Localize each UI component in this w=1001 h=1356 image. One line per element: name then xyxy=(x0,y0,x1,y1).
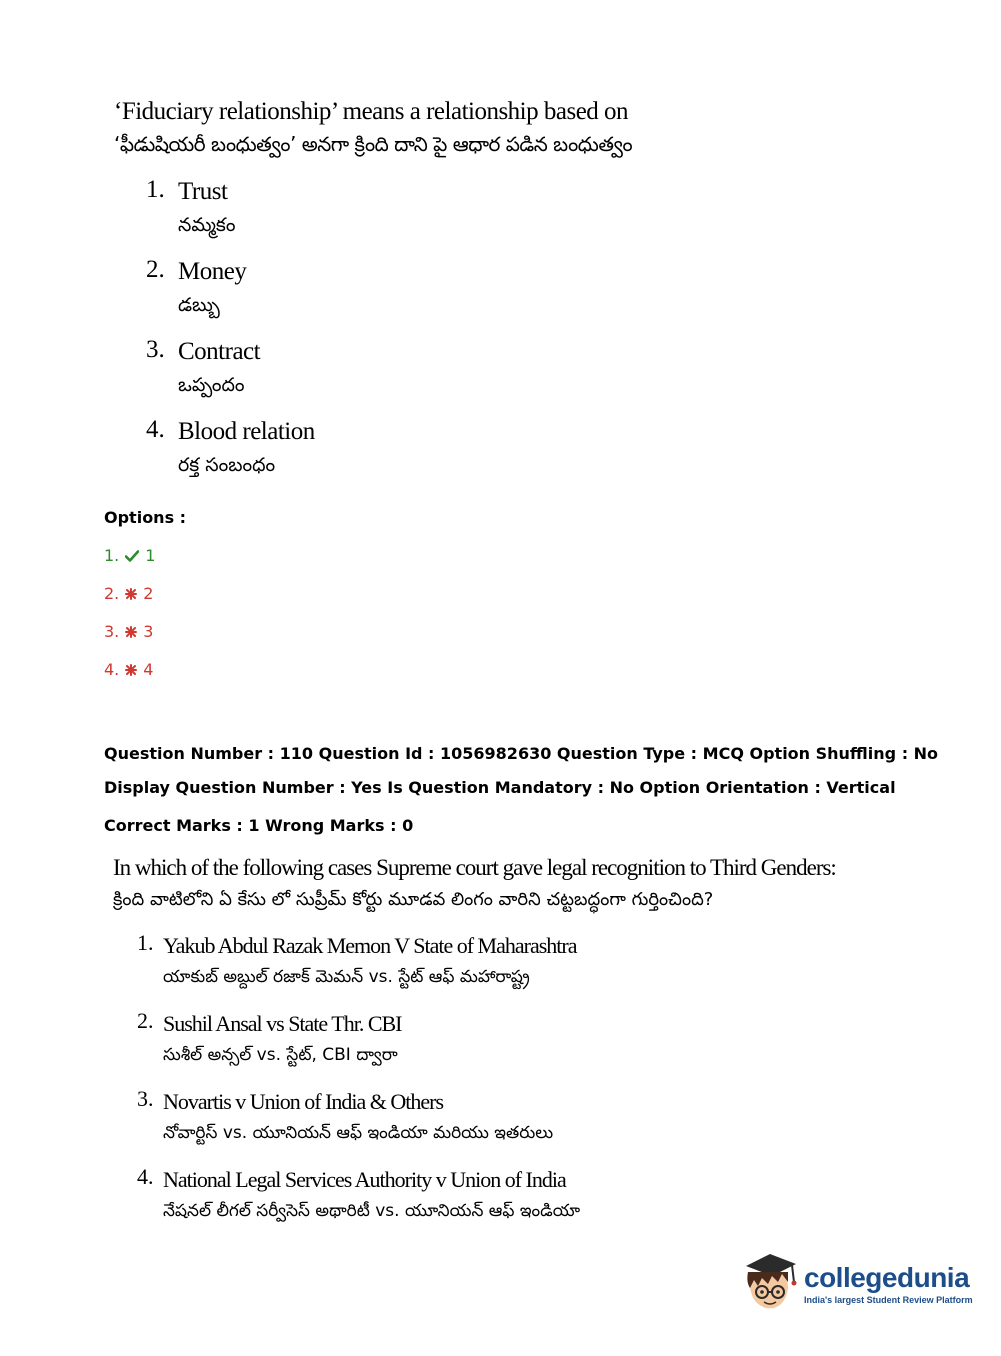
option-number: 1. xyxy=(137,930,154,955)
option-text-en: Sushil Ansal vs State Thr. CBI xyxy=(163,1011,402,1036)
option-text-te: ఒప్పందం xyxy=(178,374,245,396)
answer-value: 2 xyxy=(143,584,154,603)
cross-icon xyxy=(125,664,137,676)
answer-number: 4. xyxy=(104,660,120,679)
option-number: 2. xyxy=(137,1008,154,1033)
answer-option-2 xyxy=(104,584,153,603)
cross-icon xyxy=(125,626,137,638)
question-meta-line-2: Display Question Number : Yes Is Question Mandatory : No Option Orientation : Vertical xyxy=(104,778,896,797)
option-text-te: యాకుబ్ అబ్దుల్ రజాక్ మెమన్ vs. స్టేట్ ఆఫ్ మహారాష్ట్ర xyxy=(163,967,530,987)
cross-icon xyxy=(125,588,137,600)
check-icon xyxy=(125,550,139,562)
option-text-te: రక్త సంబంధం xyxy=(178,454,276,476)
options-heading: Options : xyxy=(104,508,187,527)
option-text-en: Yakub Abdul Razak Memon V State of Maharashtra xyxy=(163,933,577,958)
option-number: 1. xyxy=(146,176,165,203)
option-text-en: National Legal Services Authority v Union of India xyxy=(163,1167,566,1192)
option-text-te: డబ్బు xyxy=(178,294,220,316)
question-2-option-2 xyxy=(137,1008,580,1071)
option-text-en: Contract xyxy=(178,338,261,365)
option-text-te: నమ్మకం xyxy=(178,214,236,236)
answer-value: 4 xyxy=(143,660,154,679)
answer-value: 1 xyxy=(145,546,156,565)
answer-number: 2. xyxy=(104,584,120,603)
question-meta-line-3: Correct Marks : 1 Wrong Marks : 0 xyxy=(104,816,414,835)
option-text-te: నేషనల్ లీగల్ సర్వీసెస్ అథారిటీ vs. యూనియన్ ఆఫ్ ఇండియా xyxy=(163,1201,581,1221)
option-number: 3. xyxy=(146,336,165,363)
question-2-option-3 xyxy=(137,1086,580,1149)
mascot-icon xyxy=(742,1252,798,1316)
collegedunia-logo xyxy=(742,1252,973,1316)
question-1-option-3 xyxy=(146,336,315,402)
answer-number: 1. xyxy=(104,546,120,565)
option-number: 3. xyxy=(137,1086,154,1111)
brand-name: collegedunia xyxy=(804,1262,970,1293)
option-number: 4. xyxy=(146,416,165,443)
question-2-option-1 xyxy=(137,930,580,993)
question-meta-line-1: Question Number : 110 Question Id : 1056982630 Question Type : MCQ Option Shuffling : No xyxy=(104,744,939,763)
question-2-text-te: క్రింది వాటిలోని ఏ కేసు లో సుప్రీమ్ కోర్టు మూడవ లింగం వారిని చట్టబద్ధంగా గుర్తించింది? xyxy=(113,889,714,910)
answer-option-4 xyxy=(104,660,153,679)
question-1-text-en: ‘Fiduciary relationship’ means a relationship based on xyxy=(114,98,629,125)
question-2-text-en: In which of the following cases Supreme court gave legal recognition to Third Genders: xyxy=(113,855,836,880)
option-text-en: Trust xyxy=(178,178,228,205)
question-2-options xyxy=(137,930,580,1242)
answer-value: 3 xyxy=(143,622,154,641)
question-1-text-te: ‘ఫీడుషియరీ బంధుత్వం’ అనగా క్రింది దాని పై ఆధార పడిన బంధుత్వం xyxy=(114,132,633,156)
option-text-en: Novartis v Union of India & Others xyxy=(163,1089,444,1114)
answer-option-1 xyxy=(104,546,155,565)
question-2-stem xyxy=(113,852,836,916)
question-1-option-2 xyxy=(146,256,315,322)
option-text-te: నోవార్టిస్ vs. యూనియన్ ఆఫ్ ఇండియా మరియు ఇతరులు xyxy=(163,1123,554,1143)
question-2-option-4 xyxy=(137,1164,580,1227)
question-1-options xyxy=(146,176,315,496)
question-1-option-1 xyxy=(146,176,315,242)
answer-number: 3. xyxy=(104,622,120,641)
option-text-en: Blood relation xyxy=(178,418,315,445)
option-number: 4. xyxy=(137,1164,154,1189)
question-1-stem xyxy=(114,96,632,160)
answer-option-3 xyxy=(104,622,153,641)
question-1-option-4 xyxy=(146,416,315,482)
brand-tagline: India's largest Student Review Platform xyxy=(804,1295,973,1305)
option-text-te: సుశీల్ అన్సల్ vs. స్టేట్, CBI ద్వారా xyxy=(163,1045,398,1065)
option-text-en: Money xyxy=(178,258,247,285)
option-number: 2. xyxy=(146,256,165,283)
